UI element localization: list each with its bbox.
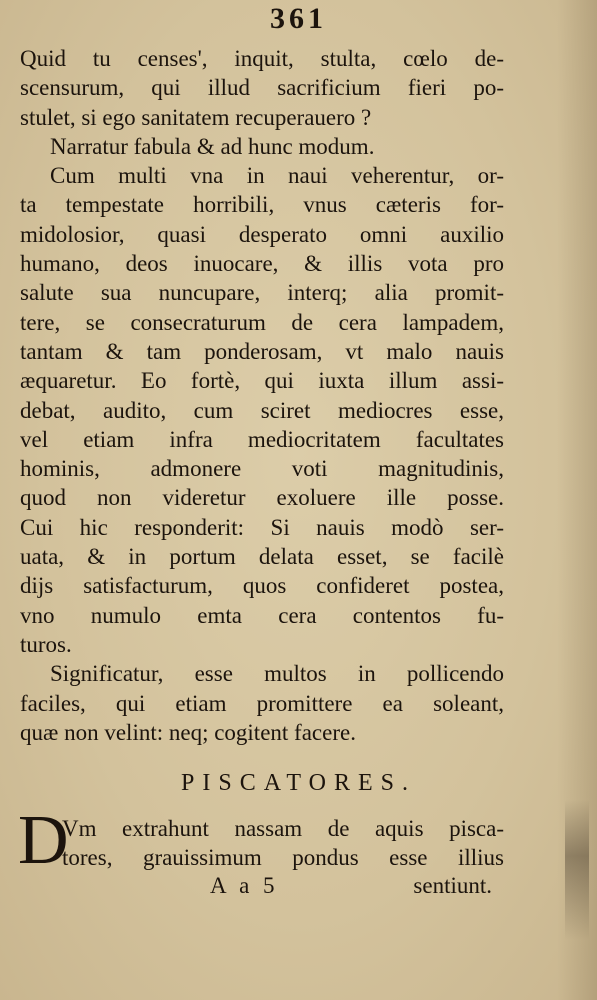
text-line: ta tempestate horribili, vnus cæteris for- [20,192,504,218]
section-opening-text [20,814,504,873]
text-line: Narratur fabula & ad hunc modum. [50,133,375,159]
text-line: Quid tu censes', inquit, stulta, cœlo de- [20,46,504,71]
page-stain [565,800,589,940]
text-line: Cui hic responderit: Si nauis modò ser- [20,514,504,540]
text-line: dijs satisfacturum, quos confideret postea, [20,573,504,599]
main-paragraphs [20,44,504,747]
drop-capital: D [18,802,69,879]
catchword: sentiunt. [413,873,492,898]
text-line: debat, audito, cum sciret mediocres esse, [20,397,504,423]
signature-mark: A a 5 [210,873,279,898]
text-line: æquaretur. Eo fortè, qui iuxta illum assi- [20,368,504,394]
text-line: Vm extrahunt nassam de aquis pisca- [62,816,504,841]
text-line: faciles, qui etiam promittere ea soleant, [20,690,504,716]
text-line: uata, & in portum delata esset, se facilè [20,544,504,570]
text-line: salute sua nuncupare, interq; alia promit- [20,280,504,306]
section-heading: PISCATORES. [181,770,416,796]
text-line: midolosior, quasi desperato omni auxilio [20,221,504,247]
text-line: Cum multi vna in naui veherentur, or- [50,163,504,189]
text-line: quæ non velint: neq; cogitent facere. [20,719,356,745]
text-line: tantam & tam ponderosam, vt malo nauis [20,338,504,364]
text-line: turos. [20,631,72,657]
text-line: stulet, si ego sanitatem recuperauero ? [20,104,372,130]
text-line: scensurum, qui illud sacrificium fieri po- [20,75,504,101]
text-line: vel etiam infra mediocritatem facultates [20,426,504,452]
text-line: vno numulo emta cera contentos fu- [20,602,504,628]
text-line: tores, grauissimum pondus esse illius [62,845,504,871]
page-number: 361 [270,2,327,35]
text-line: tere, se consecraturum de cera lampadem, [20,309,504,335]
text-line: humano, deos inuocare, & illis vota pro [20,251,504,277]
text-line: hominis, admonere voti magnitudinis, [20,456,504,482]
text-line: Significatur, esse multos in pollicendo [50,661,504,687]
text-line: quod non videretur exoluere ille posse. [20,485,504,511]
